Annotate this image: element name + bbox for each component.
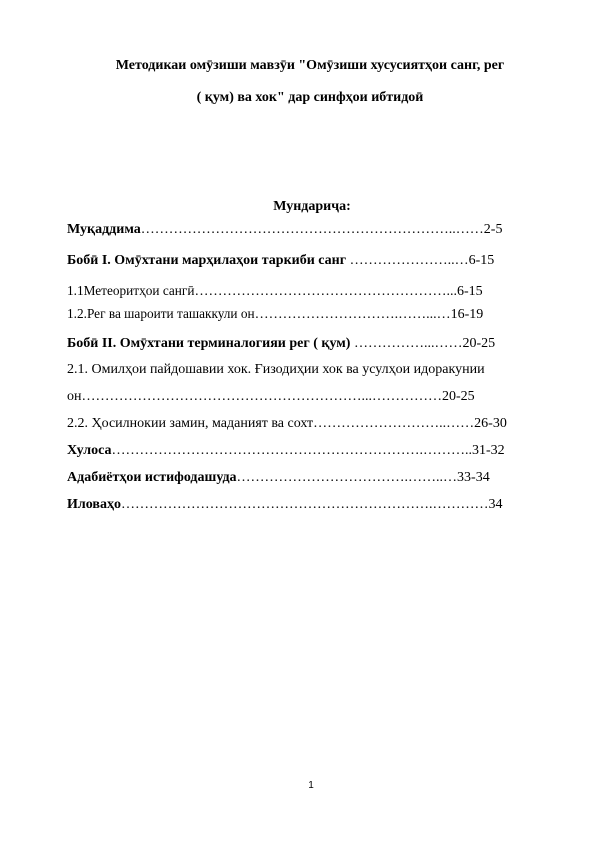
toc-entry-label: Хулоса [67,443,112,458]
toc-entry-introduction [67,221,502,238]
toc-entry-appendices [67,496,502,513]
toc-entry-pages: 33-34 [457,470,490,485]
title-line-1: Методикаи омӯзиши мавзӯи "Омӯзиши хусусиятҳои санг, рег [115,58,505,73]
toc-entry-leader: ………………………..…… [313,416,475,431]
toc-entry-label: Бобӣ I. Омӯхтани марҳилаҳои таркиби санг [67,253,347,268]
toc-entry-section-1-1 [67,282,483,300]
toc-entry-leader: ………………………………………………... [194,284,457,299]
toc-entry-label: Муқаддима [67,222,141,237]
toc-entry-pages: 6-15 [457,284,483,299]
toc-entry-pages: 26-30 [474,416,507,431]
toc-entry-pages: 16-19 [450,307,484,322]
toc-entry-pages: 34 [488,497,503,512]
toc-entry-section-2-1-continued [67,388,475,405]
toc-entry-pages: 20-25 [462,336,496,351]
toc-entry-label: 1.1Метеоритҳои сангӣ [67,283,195,298]
toc-entry-chapter-2 [67,335,495,352]
toc-entry-leader: ………………………………………………………….………… [120,497,489,512]
toc-entry-label: 2.2. Ҳосилнокии замин, маданият ва сохт [67,416,314,431]
toc-entry-references [67,469,490,486]
toc-entry-label: 1.2.Рег ва шароити ташаккули он [67,306,255,321]
toc-entry-leader: ………………………………………………………….……….. [111,443,472,458]
toc-entry-section-2-2 [67,415,507,432]
toc-entry-leader: …………………………………………………………..…… [140,222,484,237]
toc-entry-section-1-2 [67,305,483,323]
toc-entry-pages: 2-5 [483,222,503,237]
toc-entry-label: Адабиётҳои истифодашуда [67,470,237,485]
toc-entry-leader: ……………...…… [350,336,463,351]
toc-entry-pages: 6-15 [468,253,495,268]
toc-entry-pages: 31-32 [471,443,505,458]
toc-entry-label: он [67,389,82,404]
toc-entry-chapter-1 [67,252,494,269]
toc-entry-pages: 20-25 [442,389,475,404]
toc-heading: Мундариҷа: [273,199,351,214]
toc-entry-leader: ……………………………….……..… [236,470,458,485]
page-number: 1 [308,780,314,791]
toc-entry-label: Бобӣ II. Омӯхтани терминалогияи рег ( қум) [67,336,351,351]
toc-entry-leader: ……………………………………………………...…………… [81,389,442,404]
toc-entry-label: 2.1. Омилҳои пайдошавии хок. Ғизодиҳии хок ва усулҳои идоракунии [67,362,485,377]
toc-entry-label: Иловаҳо [67,497,121,512]
toc-entry-leader: …………………..… [346,253,469,268]
toc-entry-section-2-1 [67,361,485,378]
title-line-2: ( қум) ва хок" дар синфҳои ибтидоӣ [196,90,424,105]
toc-entry-conclusion [67,442,505,459]
toc-entry-leader: ………………………….……...… [254,307,451,322]
